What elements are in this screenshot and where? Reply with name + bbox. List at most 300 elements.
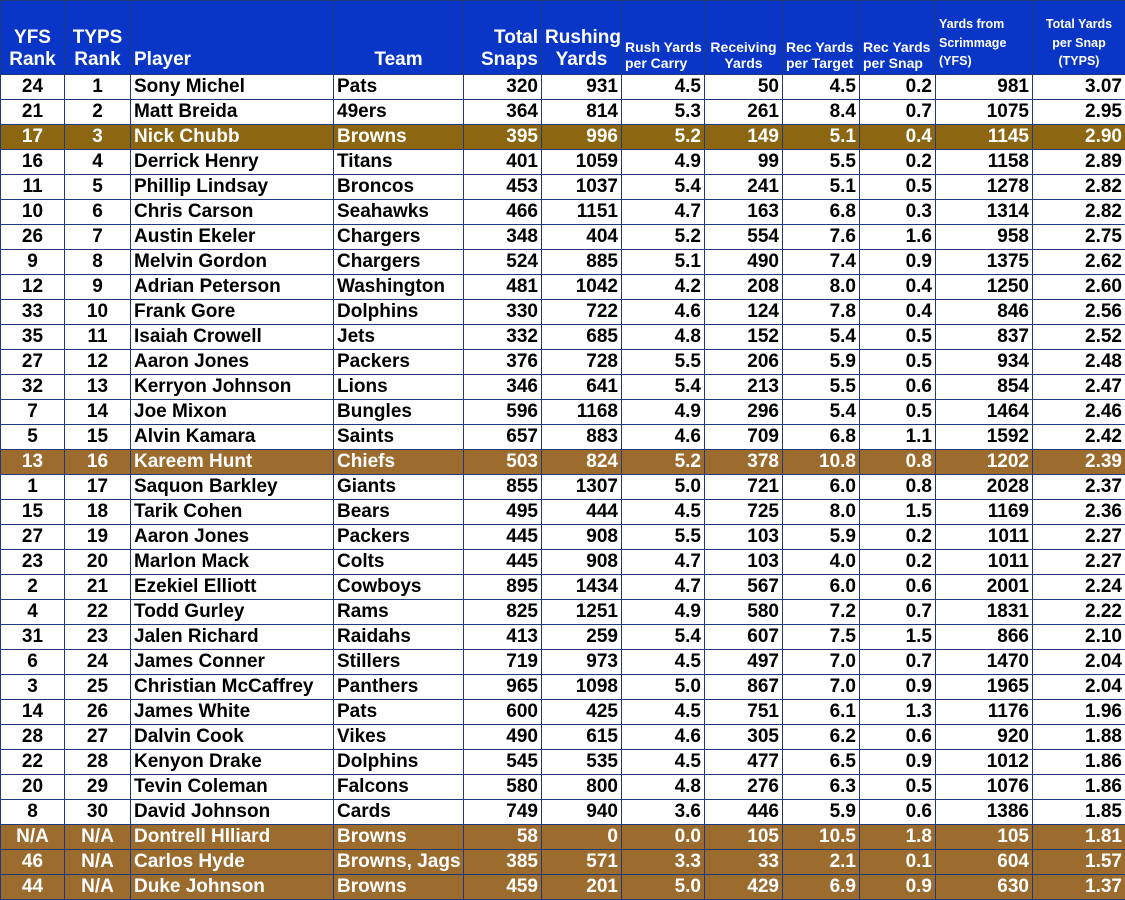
cell-total-snaps: 895 [464,575,542,600]
cell-rec-yps: 0.5 [860,350,936,375]
cell-receiving-yards: 103 [705,525,783,550]
cell-yfs: 1202 [936,450,1033,475]
cell-typs: 1.37 [1033,875,1125,900]
cell-rush-ypc: 4.5 [622,650,705,675]
table-row [1,500,1125,525]
cell-rec-ypt: 5.4 [783,400,860,425]
cell-rush-ypc: 4.6 [622,425,705,450]
cell-rec-yps: 0.6 [860,800,936,825]
header-rush-ypc: Rush Yards per Carry [622,1,705,75]
cell-yfs-rank: 32 [1,375,65,400]
cell-rushing-yards: 814 [542,100,622,125]
header-team: Team [334,1,464,75]
cell-yfs: 1250 [936,275,1033,300]
cell-typs-rank: 23 [65,625,131,650]
cell-player: Adrian Peterson [131,275,334,300]
cell-yfs: 846 [936,300,1033,325]
cell-receiving-yards: 554 [705,225,783,250]
cell-rush-ypc: 3.3 [622,850,705,875]
cell-receiving-yards: 867 [705,675,783,700]
cell-total-snaps: 503 [464,450,542,475]
cell-rushing-yards: 973 [542,650,622,675]
cell-yfs-rank: 5 [1,425,65,450]
cell-rec-yps: 0.2 [860,550,936,575]
cell-player: Frank Gore [131,300,334,325]
cell-total-snaps: 657 [464,425,542,450]
cell-rec-yps: 0.1 [860,850,936,875]
cell-rushing-yards: 1042 [542,275,622,300]
table-row [1,625,1125,650]
cell-yfs-rank: 11 [1,175,65,200]
cell-team: Giants [334,475,464,500]
header-row [1,1,1125,75]
cell-rec-ypt: 6.0 [783,475,860,500]
cell-total-snaps: 401 [464,150,542,175]
cell-yfs: 958 [936,225,1033,250]
cell-receiving-yards: 208 [705,275,783,300]
cell-typs: 2.60 [1033,275,1125,300]
cell-rec-yps: 1.5 [860,500,936,525]
cell-rush-ypc: 5.2 [622,450,705,475]
table-row [1,75,1125,100]
cell-rec-ypt: 5.5 [783,150,860,175]
cell-rushing-yards: 908 [542,525,622,550]
cell-team: Raidahs [334,625,464,650]
cell-player: Alvin Kamara [131,425,334,450]
cell-yfs: 1169 [936,500,1033,525]
table-row [1,875,1125,900]
cell-yfs-rank: 44 [1,875,65,900]
cell-typs-rank: 9 [65,275,131,300]
cell-rec-ypt: 10.5 [783,825,860,850]
cell-typs: 2.90 [1033,125,1125,150]
cell-receiving-yards: 607 [705,625,783,650]
cell-rushing-yards: 641 [542,375,622,400]
cell-team: Jets [334,325,464,350]
cell-rushing-yards: 883 [542,425,622,450]
cell-yfs: 854 [936,375,1033,400]
cell-typs: 1.96 [1033,700,1125,725]
cell-yfs: 866 [936,625,1033,650]
cell-rec-yps: 0.5 [860,325,936,350]
cell-player: Kareem Hunt [131,450,334,475]
cell-player: Joe Mixon [131,400,334,425]
cell-total-snaps: 348 [464,225,542,250]
cell-typs: 2.82 [1033,175,1125,200]
cell-typs: 1.57 [1033,850,1125,875]
cell-rec-yps: 0.4 [860,275,936,300]
cell-player: Isaiah Crowell [131,325,334,350]
cell-team: Browns [334,875,464,900]
cell-rush-ypc: 4.2 [622,275,705,300]
table-row [1,825,1125,850]
cell-rushing-yards: 1251 [542,600,622,625]
cell-yfs-rank: 23 [1,550,65,575]
cell-receiving-yards: 105 [705,825,783,850]
cell-typs-rank: N/A [65,825,131,850]
cell-rushing-yards: 615 [542,725,622,750]
cell-yfs: 920 [936,725,1033,750]
header-rec-ypt: Rec Yards per Target [783,1,860,75]
cell-player: Saquon Barkley [131,475,334,500]
cell-team: Chargers [334,225,464,250]
cell-yfs-rank: 33 [1,300,65,325]
cell-typs-rank: 28 [65,750,131,775]
cell-rec-ypt: 5.9 [783,525,860,550]
cell-typs: 2.52 [1033,325,1125,350]
cell-total-snaps: 330 [464,300,542,325]
cell-rushing-yards: 404 [542,225,622,250]
table-row [1,675,1125,700]
cell-total-snaps: 445 [464,550,542,575]
cell-player: Jalen Richard [131,625,334,650]
cell-rushing-yards: 1434 [542,575,622,600]
cell-typs: 2.37 [1033,475,1125,500]
cell-rush-ypc: 5.2 [622,125,705,150]
cell-rushing-yards: 940 [542,800,622,825]
table-row [1,400,1125,425]
cell-total-snaps: 749 [464,800,542,825]
cell-rushing-yards: 0 [542,825,622,850]
cell-rush-ypc: 5.4 [622,625,705,650]
cell-player: David Johnson [131,800,334,825]
cell-total-snaps: 481 [464,275,542,300]
cell-yfs-rank: 27 [1,350,65,375]
cell-rush-ypc: 4.9 [622,150,705,175]
cell-yfs: 837 [936,325,1033,350]
cell-receiving-yards: 213 [705,375,783,400]
cell-typs-rank: 7 [65,225,131,250]
cell-rec-yps: 0.2 [860,525,936,550]
cell-typs-rank: 25 [65,675,131,700]
cell-yfs: 1011 [936,550,1033,575]
cell-rushing-yards: 571 [542,850,622,875]
cell-rush-ypc: 5.2 [622,225,705,250]
table-row [1,325,1125,350]
cell-team: Falcons [334,775,464,800]
cell-typs-rank: 5 [65,175,131,200]
cell-typs: 1.81 [1033,825,1125,850]
cell-total-snaps: 490 [464,725,542,750]
cell-typs-rank: 6 [65,200,131,225]
header-player: Player [131,1,334,75]
cell-yfs: 105 [936,825,1033,850]
cell-team: Stillers [334,650,464,675]
cell-yfs-rank: N/A [1,825,65,850]
cell-rush-ypc: 4.5 [622,75,705,100]
cell-receiving-yards: 709 [705,425,783,450]
cell-player: Nick Chubb [131,125,334,150]
cell-rushing-yards: 722 [542,300,622,325]
cell-total-snaps: 825 [464,600,542,625]
cell-rush-ypc: 5.4 [622,175,705,200]
cell-rec-ypt: 5.4 [783,325,860,350]
cell-yfs: 2028 [936,475,1033,500]
cell-total-snaps: 364 [464,100,542,125]
cell-receiving-yards: 567 [705,575,783,600]
cell-typs-rank: 1 [65,75,131,100]
cell-rec-ypt: 5.5 [783,375,860,400]
cell-rec-yps: 0.7 [860,650,936,675]
table-row [1,125,1125,150]
cell-rushing-yards: 259 [542,625,622,650]
cell-yfs-rank: 31 [1,625,65,650]
cell-team: Chiefs [334,450,464,475]
cell-rush-ypc: 5.0 [622,475,705,500]
cell-yfs: 630 [936,875,1033,900]
cell-player: Melvin Gordon [131,250,334,275]
cell-player: Phillip Lindsay [131,175,334,200]
cell-typs-rank: 30 [65,800,131,825]
cell-typs: 2.62 [1033,250,1125,275]
cell-rec-ypt: 7.5 [783,625,860,650]
cell-typs: 1.85 [1033,800,1125,825]
cell-team: Cowboys [334,575,464,600]
cell-yfs-rank: 2 [1,575,65,600]
cell-rush-ypc: 4.5 [622,750,705,775]
cell-typs: 2.56 [1033,300,1125,325]
cell-typs: 2.04 [1033,675,1125,700]
cell-rec-yps: 0.9 [860,250,936,275]
cell-rush-ypc: 5.5 [622,350,705,375]
cell-player: Carlos Hyde [131,850,334,875]
table-row [1,525,1125,550]
cell-rushing-yards: 201 [542,875,622,900]
cell-typs-rank: 21 [65,575,131,600]
cell-typs: 2.10 [1033,625,1125,650]
table-row [1,725,1125,750]
cell-player: Derrick Henry [131,150,334,175]
cell-rec-ypt: 6.3 [783,775,860,800]
cell-typs: 2.48 [1033,350,1125,375]
cell-player: James White [131,700,334,725]
cell-rec-ypt: 5.1 [783,175,860,200]
cell-rec-ypt: 5.9 [783,350,860,375]
cell-typs: 2.89 [1033,150,1125,175]
cell-typs-rank: 18 [65,500,131,525]
cell-rush-ypc: 4.5 [622,700,705,725]
cell-yfs-rank: 16 [1,150,65,175]
cell-yfs: 1314 [936,200,1033,225]
cell-team: Packers [334,350,464,375]
cell-rushing-yards: 728 [542,350,622,375]
cell-rush-ypc: 4.6 [622,725,705,750]
cell-typs: 2.95 [1033,100,1125,125]
table-row [1,175,1125,200]
cell-rec-yps: 0.5 [860,400,936,425]
table-row [1,775,1125,800]
header-typs: Total Yards per Snap (TYPS) [1033,1,1125,75]
cell-rec-ypt: 10.8 [783,450,860,475]
cell-receiving-yards: 490 [705,250,783,275]
table-body [1,75,1125,900]
cell-typs: 3.07 [1033,75,1125,100]
cell-yfs-rank: 24 [1,75,65,100]
cell-team: Bears [334,500,464,525]
cell-typs-rank: 22 [65,600,131,625]
cell-rec-yps: 0.9 [860,750,936,775]
cell-team: Rams [334,600,464,625]
cell-rush-ypc: 5.5 [622,525,705,550]
cell-total-snaps: 855 [464,475,542,500]
cell-rec-ypt: 8.0 [783,500,860,525]
cell-typs-rank: 10 [65,300,131,325]
cell-rec-yps: 1.1 [860,425,936,450]
cell-player: James Conner [131,650,334,675]
cell-yfs: 1145 [936,125,1033,150]
table-row [1,575,1125,600]
cell-rec-yps: 1.3 [860,700,936,725]
cell-team: Vikes [334,725,464,750]
table-row [1,800,1125,825]
cell-typs-rank: 3 [65,125,131,150]
cell-rush-ypc: 4.6 [622,300,705,325]
header-total-snaps: Total Snaps [464,1,542,75]
cell-rush-ypc: 4.9 [622,600,705,625]
cell-yfs: 1012 [936,750,1033,775]
cell-typs-rank: N/A [65,875,131,900]
cell-receiving-yards: 276 [705,775,783,800]
cell-rec-ypt: 6.8 [783,200,860,225]
cell-rec-yps: 0.2 [860,150,936,175]
cell-rush-ypc: 4.7 [622,575,705,600]
cell-rushing-yards: 908 [542,550,622,575]
cell-team: Browns, Jags [334,850,464,875]
cell-rush-ypc: 5.4 [622,375,705,400]
cell-yfs-rank: 21 [1,100,65,125]
cell-rec-ypt: 7.0 [783,675,860,700]
cell-typs-rank: 8 [65,250,131,275]
cell-player: Dontrell Hlliard [131,825,334,850]
cell-yfs-rank: 28 [1,725,65,750]
cell-rec-ypt: 6.5 [783,750,860,775]
cell-typs-rank: 11 [65,325,131,350]
cell-total-snaps: 524 [464,250,542,275]
cell-typs-rank: 27 [65,725,131,750]
cell-typs: 1.86 [1033,750,1125,775]
cell-yfs-rank: 10 [1,200,65,225]
cell-yfs: 1592 [936,425,1033,450]
cell-rec-ypt: 7.8 [783,300,860,325]
cell-typs: 2.22 [1033,600,1125,625]
cell-yfs-rank: 46 [1,850,65,875]
cell-typs-rank: 19 [65,525,131,550]
cell-rushing-yards: 444 [542,500,622,525]
cell-typs-rank: 15 [65,425,131,450]
cell-typs: 1.88 [1033,725,1125,750]
table-row [1,225,1125,250]
cell-rec-yps: 0.7 [860,100,936,125]
table-row [1,550,1125,575]
table-row [1,600,1125,625]
cell-rush-ypc: 4.7 [622,550,705,575]
cell-receiving-yards: 580 [705,600,783,625]
cell-receiving-yards: 33 [705,850,783,875]
cell-rec-ypt: 2.1 [783,850,860,875]
cell-rushing-yards: 1168 [542,400,622,425]
cell-yfs-rank: 13 [1,450,65,475]
cell-rushing-yards: 1307 [542,475,622,500]
cell-player: Duke Johnson [131,875,334,900]
cell-player: Austin Ekeler [131,225,334,250]
table-row [1,475,1125,500]
cell-receiving-yards: 751 [705,700,783,725]
cell-rushing-yards: 1151 [542,200,622,225]
table-row [1,650,1125,675]
cell-team: Dolphins [334,300,464,325]
cell-total-snaps: 320 [464,75,542,100]
header-rec-yps: Rec Yards per Snap [860,1,936,75]
cell-total-snaps: 346 [464,375,542,400]
cell-rec-ypt: 8.4 [783,100,860,125]
cell-yfs: 604 [936,850,1033,875]
cell-yfs: 934 [936,350,1033,375]
cell-rush-ypc: 5.3 [622,100,705,125]
cell-total-snaps: 413 [464,625,542,650]
cell-total-snaps: 495 [464,500,542,525]
cell-total-snaps: 453 [464,175,542,200]
cell-yfs-rank: 15 [1,500,65,525]
cell-yfs-rank: 8 [1,800,65,825]
cell-team: Broncos [334,175,464,200]
cell-rec-ypt: 7.2 [783,600,860,625]
cell-team: Packers [334,525,464,550]
cell-receiving-yards: 149 [705,125,783,150]
cell-receiving-yards: 296 [705,400,783,425]
cell-typs-rank: 16 [65,450,131,475]
cell-team: Pats [334,700,464,725]
cell-player: Tevin Coleman [131,775,334,800]
cell-receiving-yards: 206 [705,350,783,375]
cell-rec-ypt: 6.0 [783,575,860,600]
cell-yfs-rank: 9 [1,250,65,275]
cell-team: Dolphins [334,750,464,775]
cell-receiving-yards: 497 [705,650,783,675]
cell-receiving-yards: 721 [705,475,783,500]
cell-rec-ypt: 5.1 [783,125,860,150]
cell-rec-yps: 0.7 [860,600,936,625]
cell-typs-rank: 14 [65,400,131,425]
cell-typs-rank: 12 [65,350,131,375]
cell-player: Aaron Jones [131,525,334,550]
cell-receiving-yards: 446 [705,800,783,825]
cell-rush-ypc: 4.8 [622,775,705,800]
cell-rush-ypc: 5.0 [622,675,705,700]
cell-rushing-yards: 425 [542,700,622,725]
cell-yfs-rank: 17 [1,125,65,150]
cell-rec-yps: 0.5 [860,175,936,200]
table-row [1,150,1125,175]
cell-rush-ypc: 0.0 [622,825,705,850]
cell-yfs-rank: 14 [1,700,65,725]
cell-typs-rank: 4 [65,150,131,175]
table-row [1,275,1125,300]
cell-yfs: 1278 [936,175,1033,200]
cell-rushing-yards: 931 [542,75,622,100]
cell-receiving-yards: 305 [705,725,783,750]
table-row [1,450,1125,475]
cell-total-snaps: 459 [464,875,542,900]
cell-player: Kenyon Drake [131,750,334,775]
cell-yfs: 1158 [936,150,1033,175]
cell-receiving-yards: 124 [705,300,783,325]
cell-rec-yps: 0.8 [860,450,936,475]
cell-yfs: 2001 [936,575,1033,600]
cell-player: Matt Breida [131,100,334,125]
cell-team: Cards [334,800,464,825]
cell-receiving-yards: 99 [705,150,783,175]
cell-typs-rank: 13 [65,375,131,400]
